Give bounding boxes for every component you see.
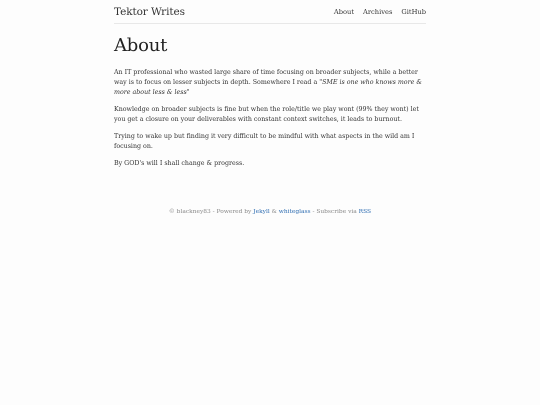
site-footer	[114, 209, 426, 215]
nav-archives-link[interactable]: Archives	[363, 8, 393, 16]
paragraph-intro	[114, 68, 426, 97]
footer-prefix: © blackney83 - Powered by	[168, 208, 254, 215]
paragraph-intro-text: An IT professional who wasted large share of time focusing on broader subjects, while a better way is to focus on lesser subjects in depth. Somewhere I read a	[114, 69, 418, 86]
nav-github-link[interactable]: GitHub	[401, 8, 426, 16]
paragraph-knowledge: Knowledge on broader subjects is fine but when the role/title we play wont (99% they wont) let you get a closure on your deliverables with constant context switches, it leads to burnout.	[114, 105, 419, 123]
footer-subscribe: - Subscribe via	[310, 208, 359, 215]
rss-link[interactable]: RSS	[358, 208, 372, 215]
paragraph-wake-up: Trying to wake up but finding it very difficult to be mindful with what aspects in the wild am I focusing on.	[114, 132, 415, 150]
jekyll-link[interactable]: Jekyll	[253, 208, 270, 215]
nav-about-link[interactable]: About	[333, 8, 355, 16]
main-content	[114, 35, 426, 169]
site-nav	[334, 8, 426, 23]
paragraph-gods-will: By GOD's will I shall change & progress.	[114, 160, 245, 168]
site-header	[114, 0, 426, 24]
page-title: About	[114, 35, 168, 56]
site-title-link[interactable]: Tektor Writes	[114, 6, 185, 18]
page-wrapper	[114, 0, 426, 215]
footer-amp: &	[269, 208, 279, 215]
sme-quote: "SME is one who knows more & more about less & less"	[114, 78, 422, 96]
whiteglass-link[interactable]: whiteglass	[278, 208, 311, 215]
